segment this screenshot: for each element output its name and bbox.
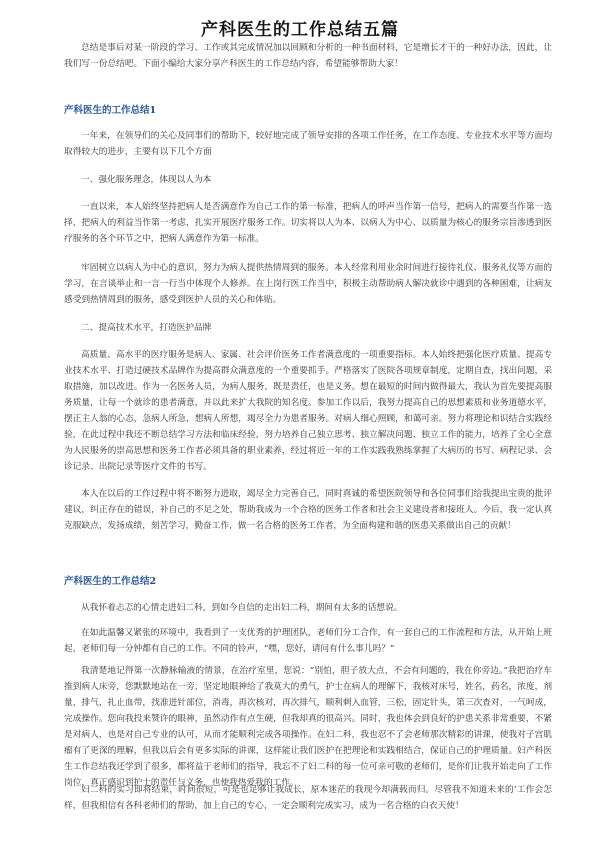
section-1-paragraph-3: 一直以来，本人始终坚持把病人是否满意作为自己工作的第一标准，把病人的呼声当作第一信号，把病人的需要当作第一选择，把病人的利益当作第一考虑，扎实开展医疗服务工作。切实将以人为本、以病人为中心、以质量为核心的服务宗旨渗透到医疗服务的各个环节之中，把病人满意作为第一标准。 — [64, 202, 552, 244]
section-2-paragraph-3: 我清楚地记得第一次静脉输液的情景，在治疗室里，您说：“别怕，胆子放大点，不会有问题的，我在你旁边。”我把治疗车推到病人床旁，您默默地站在一旁，坚定地眼神给了我莫大的勇气，护士在病人的理解下，我核对床号，姓名，药名，浓度，剂量，排气，扎止血带，找准进针部位，消毒，再次核对，再次排气，顺利刺入血管，三松，固定针头，第三次查对，一气呵成，完成操作。您向我投来赞许的眼神，虽然动作有点生硬，但我却真的很高兴。同时，我也体会到良好的护患关系非常重要，不紧是对病人，也是对自己专业的认可，从而才能顺利完成各项操作。在妇二科，我也忍不了会老师那次精彩的讲课，使我对子宫肌瘤有了更深的理解，但我以后会有更多实际的讲课，这样能让我们医护在把理论和实践相结合，保证自己的护理质量。妇产科医生工作总结我还学到了很多，都将益于老师们的指导，我忘不了妇二科的每一位可亲可敬的老师们，是你们让我开始走向了工作岗位，真正感识到护士的责任与义务，也使我热爱我的工作。 — [64, 666, 552, 788]
section-2-paragraph-4: 妇二科的实习即将结束，时间很短，可是也足够让我成长，原本迷茫的我现今却满载而归。尽管我不知道未来的’工作会怎样，但我相信有各科老师们的帮助，加上自己的专心，一定会顺利完成实习，成为一名合格的白衣天使！ — [64, 785, 552, 811]
section-2-paragraph-2: 在如此温馨又紧张的环境中，我看到了一支优秀的护理团队，老师们分工合作，有一套自己的工作流程和方法，从开始上班起，老师们每一分钟都有自己的工作。不同的铃声，“嘿，您好，请问有什么事儿吗？” — [64, 628, 552, 654]
intro-paragraph: 总结是事后对某一阶段的学习、工作或其完成情况加以回顾和分析的一种书面材料，它是增长才干的一种好办法，因此，让我们写一份总结吧。下面小编给大家分享产科医生的工作总结内容，希望能够帮助大家！ — [64, 43, 552, 69]
section-1-subheading-1: 一、强化服务理念，体现以人为本 — [81, 175, 212, 185]
section-2-paragraph-1: 从我怀着忐忑的心情走进妇二科，到如今自信的走出妇二科，期间有太多的话想说。 — [81, 603, 403, 613]
section-1-paragraph-7: 本人在以后的工作过程中将不断努力进取，竭尽全力完善自己，同时真诚的希望医院领导和各位同事们给我提出宝贵的批评建议，纠正存在的错误，补自己的不足之处，帮助我成为一个合格的医务工作者和社会主义建设者和接班人。今后，我一定认真克服缺点，发扬成绩，刻苦学习，勤奋工作，做一名合格的医务工作者，为全面构建和谐的医患关系做出自己的贡献！ — [64, 489, 552, 531]
section-1-paragraph-4: 牢固树立以病人为中心的意识，努力为病人提供热情周到的服务。本人经常利用业余时间进行接待礼仪、服务礼仪等方面的学习，在言谈举止和一言一行当中体现个人修养。在上岗行医工作当中，积极主动帮助病人解决就诊中遇到的各种困难，让病友感受到热情周到的服务，感受到医护人员的关心和体贴。 — [64, 263, 552, 305]
section-1-subheading-2: 二、提高技术水平，打造医护品牌 — [81, 323, 212, 333]
page-title: 产科医生的工作总结五篇 — [201, 20, 399, 40]
section-1-paragraph-6: 高质量、高水平的医疗服务是病人、家属、社会评价医务工作者满意度的一项重要指标。本人始终把强化医疗质量、提高专业技术水平、打造过硬技术品牌作为提高群众满意度的一个重要抓手。严格落实了医院各项规章制度，定期自查，找出问题，采取措施，加以改进。作为一名医务人员，为病人服务，既是责任，也是义务。想在最短的时间内做得最大，我认为首先要提高服务质量，让每一个就诊的患者满意，并以此来扩大我院的知名度。参加工作以后，我努力提高自己的思想素质和业务道德水平，摆正主人翁的心态，急病人所急，想病人所想，竭尽全力为患者服务。对病人细心照顾，和蔼可亲。努力将理论和识结合实践经验，在此过程中我还不断总结学习方法和临床经验，努力培养自己独立思考、独立解决问题、独立工作的能力，培养了全心全意为人民服务的崇高思想和医务工作者必须具备的职业素养，经过将近一年的工作实践我熟练掌握了大病历的书写、病程记录、会诊记录、出院记录等医疗文件的书写。 — [64, 350, 552, 472]
section-1-paragraph-1: 一年来，在领导们的关心及同事们的帮助下，较好地完成了领导安排的各项工作任务，在工作态度、专业技术水平等方面均取得较大的进步，主要有以下几个方面 — [64, 131, 552, 157]
section-1-heading: 产科医生的工作总结1 — [64, 105, 157, 116]
section-2-heading: 产科医生的工作总结2 — [64, 576, 157, 587]
